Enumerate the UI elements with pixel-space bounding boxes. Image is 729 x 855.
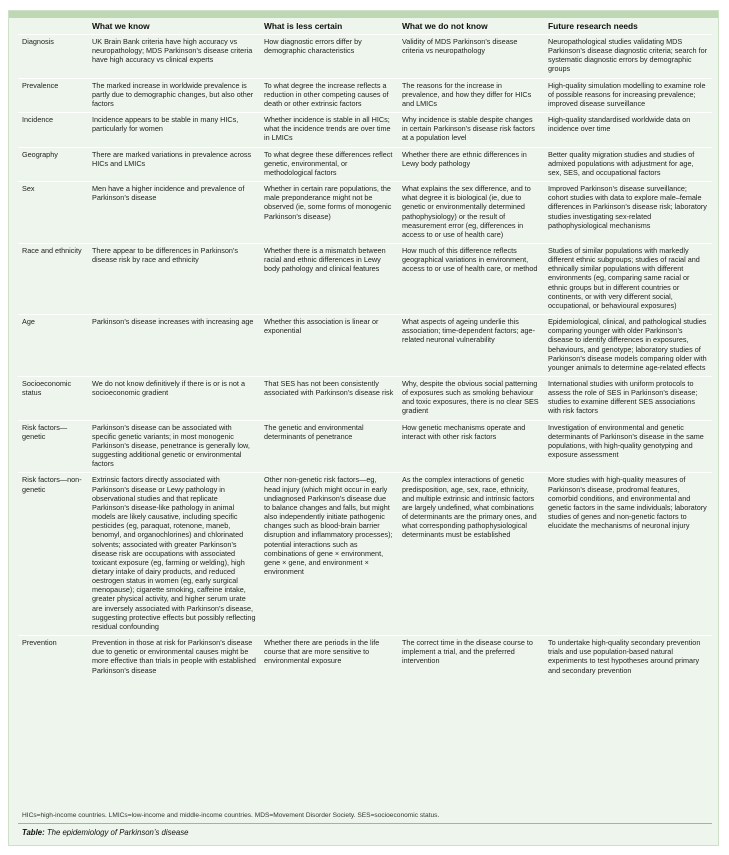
cell-do-not-know: How genetic mechanisms operate and interact with other risk factors [398, 420, 544, 473]
cell-less-certain: Whether there are periods in the life course that are more sensitive to environmental exposure [260, 636, 398, 679]
row-topic: Race and ethnicity [18, 243, 88, 314]
footnote: HICs=high-income countries. LMICs=low-income and middle-income countries. MDS=Movement Disorder Society. SES=socioeconomic status. [22, 812, 440, 819]
row-topic: Geography [18, 147, 88, 181]
cell-what-we-know: Parkinson’s disease increases with increasing age [88, 315, 260, 377]
cell-do-not-know: As the complex interactions of genetic predisposition, age, sex, race, ethnicity, and multiple extrinsic and intrinsic factors are largely undefined, what combinations of determinants are the primary ones, and what corresponding pathophysiological determinants must be established [398, 473, 544, 636]
cell-what-we-know: UK Brain Bank criteria have high accuracy vs neuropathology; MDS Parkinson’s disease criteria have high accuracy vs clinical experts [88, 35, 260, 79]
cell-less-certain: Other non-genetic risk factors—eg, head injury (which might occur in early undiagnosed Parkinson’s disease due to balance changes and falls, but might also independently initiate pathogenic changes such as blood-brain barrier disruption and inflammatory processes); potential interactions such as combinations of gene × environment, gene × gene, and environment × environment [260, 473, 398, 636]
row-topic: Prevalence [18, 78, 88, 112]
cell-future-research: Better quality migration studies and studies of admixed populations with adjustment for age, sex, SES, and occupational factors [544, 147, 712, 181]
row-topic: Diagnosis [18, 35, 88, 79]
cell-what-we-know: Prevention in those at risk for Parkinson’s disease due to genetic or environmental causes might be more effective than trials in people with established Parkinson’s disease [88, 636, 260, 679]
table-panel [8, 10, 719, 846]
row-topic: Incidence [18, 113, 88, 147]
cell-do-not-know: What aspects of ageing underlie this association; time-dependent factors; age-related neuronal vulnerability [398, 315, 544, 377]
table-caption [22, 828, 188, 837]
cell-future-research: More studies with high-quality measures of Parkinson’s disease, prodromal features, comorbid conditions, and environmental and genetic factors in the same individuals; laboratory studies of genes and non-genetic factors to elucidate the mechanisms of neuronal injury [544, 473, 712, 636]
epidemiology-table [18, 18, 712, 679]
table-row [18, 473, 712, 636]
cell-future-research: Investigation of environmental and genetic determinants of Parkinson’s disease in the same populations, with high-quality genotyping and exposure assessment [544, 420, 712, 473]
cell-future-research: Studies of similar populations with markedly different ethnic subgroups; studies of racial and ethnically similar populations with different environments (eg, comparing same racial or ethnic groups but in different countries or continents, or with very different social, occupational, or behavioural exposures) [544, 243, 712, 314]
header-future-research: Future research needs [548, 21, 638, 31]
table-row [18, 113, 712, 147]
cell-less-certain: Whether there is a mismatch between racial and ethnic differences in Lewy body pathology and clinical features [260, 243, 398, 314]
cell-what-we-know: We do not know definitively if there is or is not a socioeconomic gradient [88, 377, 260, 421]
row-topic: Socioeconomic status [18, 377, 88, 421]
caption-divider [18, 823, 712, 824]
cell-less-certain: To what degree the increase reflects a reduction in other competing causes of death or other extrinsic factors [260, 78, 398, 112]
cell-future-research: International studies with uniform protocols to assess the role of SES in Parkinson’s disease; studies to examine different SES associations with risk factors [544, 377, 712, 421]
table-row [18, 636, 712, 679]
cell-what-we-know: Extrinsic factors directly associated with Parkinson’s disease or Lewy pathology in observational studies and that replicate Parkinson’s disease-like pathology in animal models are likely causative, including specific pesticides (eg, paraquat, rotenone, maneb, benomyl, and organochlorines) and chlorinated solvents; associated with greater Parkinson’s disease risk are occupations with associated toxicant exposure (eg, farming or welding), high dietary intake of dairy products, and reduced oestrogen status in women (eg, early surgical menopause); cigarette smoking, caffeine intake, greater physical activity, and higher serum urate are inversely associated with Parkinson’s disease, suggesting protective effects but possibly reflecting residual confounding [88, 473, 260, 636]
cell-what-we-know: There are marked variations in prevalence across HICs and LMICs [88, 147, 260, 181]
cell-do-not-know: Why incidence is stable despite changes in certain Parkinson’s disease risk factors at a population level [398, 113, 544, 147]
cell-future-research: High-quality standardised worldwide data on incidence over time [544, 113, 712, 147]
cell-future-research: High-quality simulation modelling to examine role of possible reasons for increasing prevalence; improved disease surveillance [544, 78, 712, 112]
cell-future-research: Improved Parkinson’s disease surveillance; cohort studies with data to explore male–female differences in Parkinson’s disease risk; laboratory studies investigating sex-related pathophysiological mechanisms [544, 182, 712, 244]
header-row [18, 18, 712, 35]
cell-do-not-know: The correct time in the disease course to implement a trial, and the preferred intervention [398, 636, 544, 679]
row-topic: Risk factors—non-genetic [18, 473, 88, 636]
table-row [18, 182, 712, 244]
cell-less-certain: Whether incidence is stable in all HICs; what the incidence trends are over time in LMICs [260, 113, 398, 147]
row-topic: Sex [18, 182, 88, 244]
table-row [18, 147, 712, 181]
row-topic: Age [18, 315, 88, 377]
cell-what-we-know: Parkinson’s disease can be associated with specific genetic variants; in most monogenic Parkinson’s disease, penetrance is generally low, suggesting additional genetic or environmental factors [88, 420, 260, 473]
header-do-not-know: What we do not know [402, 21, 488, 31]
cell-less-certain: The genetic and environmental determinants of penetrance [260, 420, 398, 473]
cell-what-we-know: The marked increase in worldwide prevalence is partly due to demographic changes, but also other factors [88, 78, 260, 112]
cell-do-not-know: Why, despite the obvious social patterning of exposures such as smoking behaviour and toxic exposures, there is no clear SES gradient [398, 377, 544, 421]
cell-what-we-know: There appear to be differences in Parkinson’s disease risk by race and ethnicity [88, 243, 260, 314]
cell-less-certain: Whether this association is linear or exponential [260, 315, 398, 377]
table-row [18, 35, 712, 79]
table-row [18, 420, 712, 473]
cell-do-not-know: The reasons for the increase in prevalence, and how they differ for HICs and LMICs [398, 78, 544, 112]
cell-do-not-know: Validity of MDS Parkinson’s disease criteria vs neuropathology [398, 35, 544, 79]
row-topic: Prevention [18, 636, 88, 679]
cell-future-research: Epidemiological, clinical, and pathological studies comparing younger with older Parkinson’s disease to identify differences in exposures, behaviours, and genotype; laboratory studies of Parkinson’s disease models comparing older with younger animals to determine age-related effects [544, 315, 712, 377]
cell-do-not-know: What explains the sex difference, and to what degree it is biological (ie, due to genetic or environmentally determined pathophysiology) or the result of measurement error (eg, differences in access to or use of health care) [398, 182, 544, 244]
header-less-certain: What is less certain [264, 21, 343, 31]
cell-what-we-know: Incidence appears to be stable in many HICs, particularly for women [88, 113, 260, 147]
cell-less-certain: To what degree these differences reflect genetic, environmental, or methodological factors [260, 147, 398, 181]
caption-text: The epidemiology of Parkinson’s disease [46, 828, 189, 837]
header-bar [9, 11, 718, 18]
cell-less-certain: How diagnostic errors differ by demographic characteristics [260, 35, 398, 79]
table-row [18, 377, 712, 421]
cell-do-not-know: How much of this difference reflects geographical variations in environment, access to or use of health care, or method [398, 243, 544, 314]
caption-label: Table: [22, 828, 45, 837]
row-topic: Risk factors—genetic [18, 420, 88, 473]
cell-what-we-know: Men have a higher incidence and prevalence of Parkinson’s disease [88, 182, 260, 244]
header-what-we-know: What we know [92, 21, 150, 31]
table-row [18, 243, 712, 314]
cell-less-certain: Whether in certain rare populations, the male preponderance might not be observed (ie, some forms of monogenic Parkinson’s disease) [260, 182, 398, 244]
cell-future-research: Neuropathological studies validating MDS Parkinson’s disease diagnostic criteria; search for systematic diagnostic errors by demographic groups [544, 35, 712, 79]
header-topic [18, 18, 88, 35]
cell-future-research: To undertake high-quality secondary prevention trials and use population-based natural experiments to test hypotheses around primary and secondary prevention [544, 636, 712, 679]
table-row [18, 78, 712, 112]
cell-do-not-know: Whether there are ethnic differences in Lewy body pathology [398, 147, 544, 181]
table-row [18, 315, 712, 377]
cell-less-certain: That SES has not been consistently associated with Parkinson’s disease risk [260, 377, 398, 421]
